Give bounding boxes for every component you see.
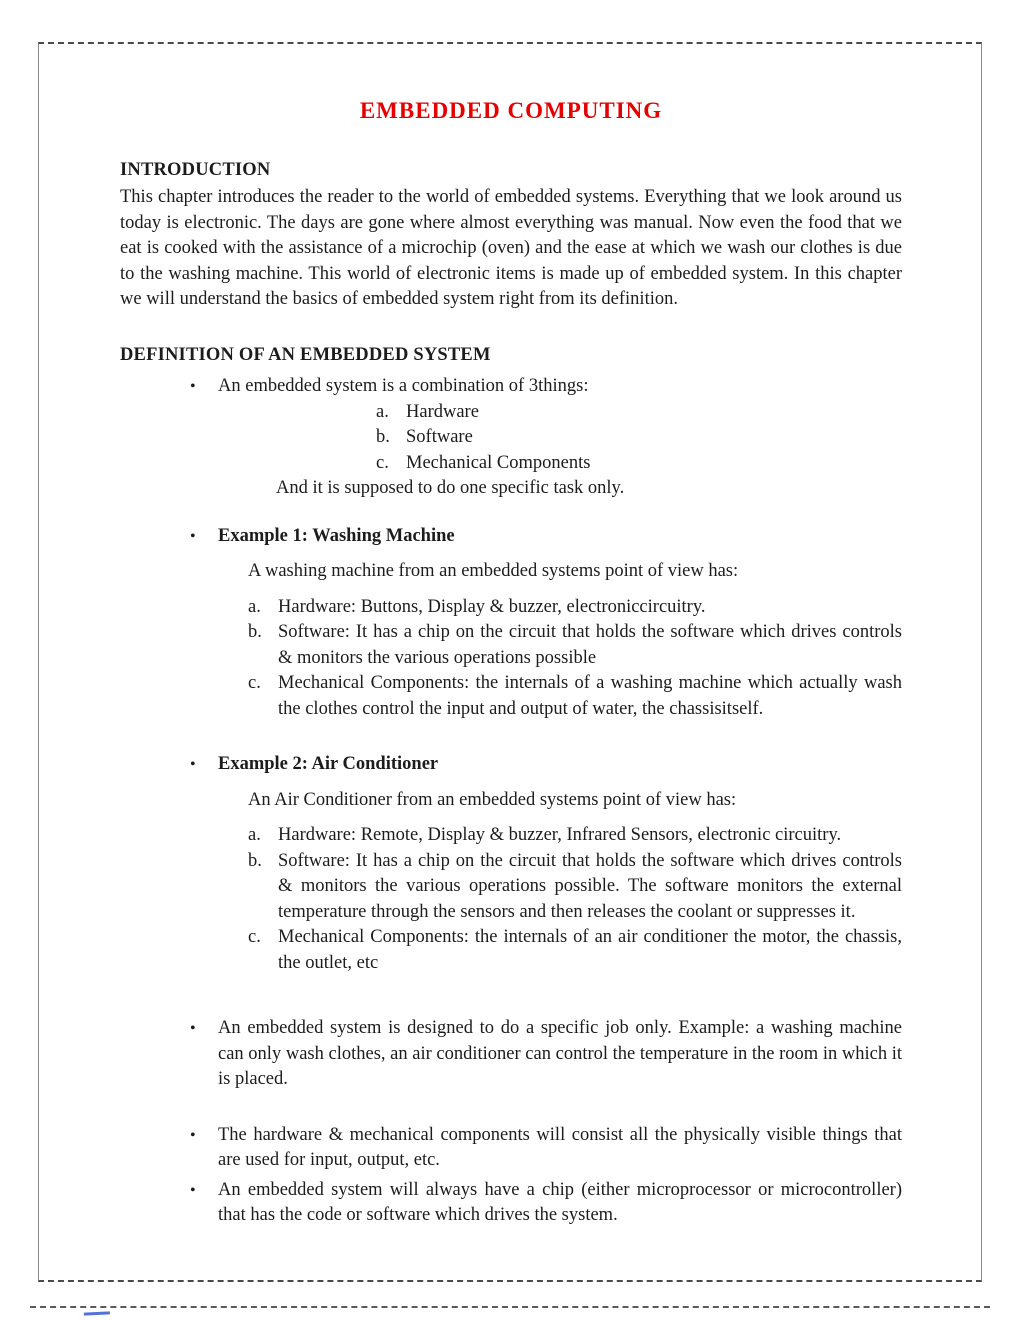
bullet-item-combination xyxy=(190,374,902,502)
list-item-text: Software xyxy=(406,427,473,447)
spacer xyxy=(120,813,902,823)
spacer xyxy=(120,585,902,595)
bullet-item-note-1 xyxy=(190,1016,902,1093)
list-item xyxy=(248,595,902,621)
introduction-heading: INTRODUCTION xyxy=(120,159,271,180)
spacer xyxy=(120,1093,902,1123)
list-item xyxy=(248,620,902,671)
list-item xyxy=(376,400,902,426)
list-item-text: Hardware: Buttons, Display & buzzer, electroniccircuitry. xyxy=(278,596,706,617)
bottom-cut-line xyxy=(30,1306,990,1308)
list-item-text: Hardware: Remote, Display & buzzer, Infrared Sensors, electronic circuitry. xyxy=(278,825,842,845)
pen-mark-artifact xyxy=(84,1311,110,1319)
list-item xyxy=(248,925,902,976)
list-marker: b. xyxy=(248,850,262,871)
example2-heading: Example 2: Air Conditioner xyxy=(218,754,439,774)
example1-list xyxy=(248,595,902,723)
example1-heading: Example 1: Washing Machine xyxy=(218,525,455,546)
definition-heading: DEFINITION OF AN EMBEDDED SYSTEM xyxy=(120,344,491,365)
list-item xyxy=(248,671,902,722)
note-text: An embedded system is designed to do a specific job only. Example: a washing machine can only wash clothes, an air conditioner can control the temperature in the room in which it is placed. xyxy=(218,1018,902,1089)
note-text: The hardware & mechanical components will consist all the physically visible things that are used for input, output, etc. xyxy=(218,1124,902,1170)
combination-list xyxy=(376,400,902,477)
note-text: An embedded system will always have a chip (either microprocessor or microcontroller) that has the code or software which drives the system. xyxy=(218,1179,902,1225)
spacer xyxy=(120,976,902,1006)
page-title: EMBEDDED COMPUTING xyxy=(359,98,663,123)
bullet-icon: • xyxy=(190,527,196,545)
document-content xyxy=(120,98,902,1229)
list-item-text: Mechanical Components xyxy=(406,452,591,473)
spacer xyxy=(120,1006,902,1016)
list-marker: c. xyxy=(376,452,389,473)
list-marker: b. xyxy=(376,427,390,447)
list-item xyxy=(376,451,902,477)
combination-tail: And it is supposed to do one specific task only. xyxy=(276,478,625,498)
introduction-paragraph: This chapter introduces the reader to the world of embedded systems. Everything that we look around us today is electronic. The days are gone where almost everything was manual. Now even the food that we eat is cooked with the assistance of a microchip (oven) and the ease at which we wash our clothes is due to the washing machine. This world of electronic items is made up of embedded system. In this chapter we will understand the basics of embedded system right from its definition. xyxy=(120,187,902,309)
bullet-item-example1 xyxy=(190,524,902,550)
bullet-icon: • xyxy=(190,1181,196,1199)
bullet-item-note-2 xyxy=(190,1123,902,1174)
bullet-icon: • xyxy=(190,756,196,773)
bullet-item-example2 xyxy=(190,752,902,778)
bullet-icon: • xyxy=(190,378,196,395)
bullet-icon: • xyxy=(190,1126,196,1144)
spacer xyxy=(120,313,902,343)
spacer xyxy=(120,502,902,524)
list-marker: c. xyxy=(248,673,261,693)
list-item-text: Mechanical Components: the internals of an air conditioner the motor, the chassis, the outlet, etc xyxy=(278,927,902,973)
list-item xyxy=(248,823,902,849)
example2-lead: An Air Conditioner from an embedded systems point of view has: xyxy=(248,789,737,810)
list-item-text: Mechanical Components: the internals of a washing machine which actually wash the clothes control the input and output of water, the chassisitself. xyxy=(278,673,902,719)
list-marker: a. xyxy=(248,596,261,617)
list-item-text: Software: It has a chip on the circuit that holds the software which drives controls & monitors the various operations possible xyxy=(278,622,902,668)
list-item-text: Hardware xyxy=(406,401,479,422)
list-marker: a. xyxy=(376,401,389,422)
list-marker: b. xyxy=(248,622,262,642)
combination-lead: An embedded system is a combination of 3things: xyxy=(218,376,589,396)
list-marker: a. xyxy=(248,825,261,845)
list-marker: c. xyxy=(248,927,261,947)
example1-lead: A washing machine from an embedded systems point of view has: xyxy=(248,561,739,581)
list-item xyxy=(376,425,902,451)
bullet-item-note-3 xyxy=(190,1178,902,1229)
example2-list xyxy=(248,823,902,976)
list-item-text: Software: It has a chip on the circuit that holds the software which drives controls & monitors the various operations possible. The software monitors the external temperature through the sensors and then releases the coolant or suppresses it. xyxy=(278,850,902,922)
spacer xyxy=(120,722,902,752)
spacer xyxy=(120,549,902,559)
spacer xyxy=(120,778,902,788)
list-item xyxy=(248,849,902,926)
bullet-icon: • xyxy=(190,1020,196,1037)
